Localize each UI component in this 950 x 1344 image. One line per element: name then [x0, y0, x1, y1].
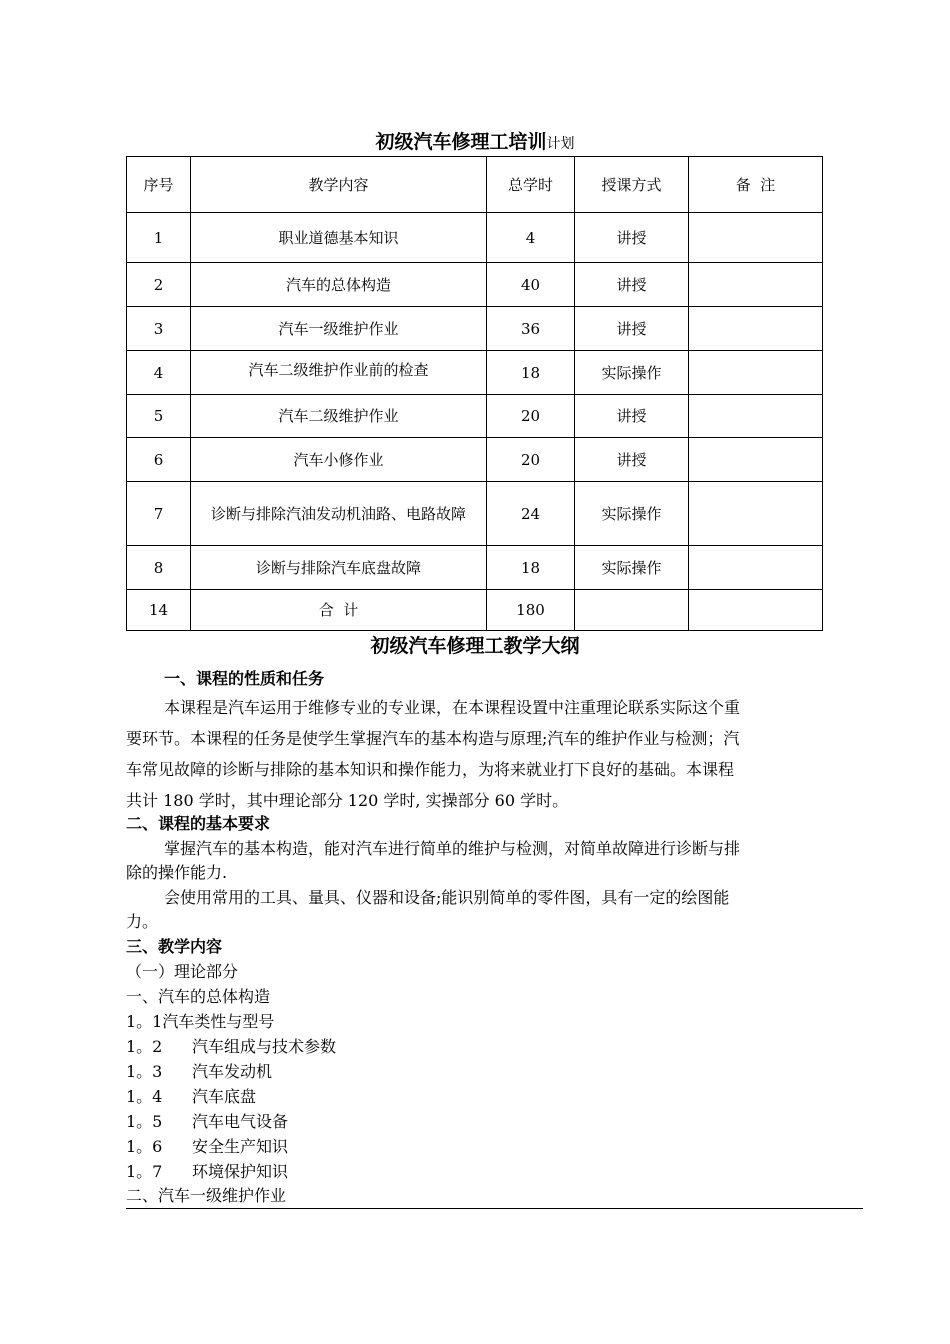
row-note	[689, 263, 823, 307]
row-note	[689, 351, 823, 395]
section-1-line: 车常见故障的诊断与排除的基本知识和操作能力，为将来就业打下良好的基础。本课程	[126, 760, 735, 779]
row-content: 汽车二级维护作业前的检查	[191, 351, 487, 395]
total-no: 14	[127, 590, 191, 631]
row-method: 讲授	[575, 438, 689, 482]
table-total-row	[127, 590, 823, 631]
row-method: 讲授	[575, 263, 689, 307]
row-hours: 18	[487, 351, 575, 395]
list-item	[126, 1009, 274, 1034]
chapter-1-title: 一、汽车的总体构造	[126, 987, 271, 1006]
row-content: 诊断与排除汽油发动机油路、电路故障	[191, 482, 487, 546]
outline-title: 初级汽车修理工教学大纲	[370, 635, 580, 657]
table-row	[127, 307, 823, 351]
training-plan-table	[126, 156, 823, 631]
table-row	[127, 546, 823, 590]
row-hours: 4	[487, 213, 575, 263]
row-content: 汽车二级维护作业	[191, 395, 487, 438]
table-row	[127, 351, 823, 395]
row-no: 8	[127, 546, 191, 590]
total-hours: 180	[487, 590, 575, 631]
item-number: 1。2	[126, 1037, 163, 1056]
row-no: 7	[127, 482, 191, 546]
item-number: 1。5	[126, 1112, 163, 1131]
row-method: 讲授	[575, 395, 689, 438]
row-no: 5	[127, 395, 191, 438]
section-2-line: 掌握汽车的基本构造，能对汽车进行简单的维护与检测，对简单故障进行诊断与排	[164, 839, 741, 858]
item-number: 1。6	[126, 1137, 163, 1156]
list-item	[126, 1109, 288, 1134]
row-content: 职业道德基本知识	[191, 213, 487, 263]
section-2-line: 会使用常用的工具、量具、仪器和设备;能识别简单的零件图，具有一定的绘图能	[164, 888, 730, 907]
item-text: 汽车组成与技术参数	[192, 1037, 337, 1056]
plan-title-main: 初级汽车修理工培训	[375, 131, 547, 153]
row-hours: 36	[487, 307, 575, 351]
item-number: 1。7	[126, 1162, 163, 1181]
table-row	[127, 213, 823, 263]
section-1-line: 本课程是汽车运用于维修专业的专业课，在本课程设置中注重理论联系实际这个重	[164, 698, 741, 717]
row-content: 汽车一级维护作业	[191, 307, 487, 351]
list-item	[126, 1159, 288, 1184]
row-content: 诊断与排除汽车底盘故障	[191, 546, 487, 590]
item-text: 汽车类性与型号	[162, 1012, 275, 1031]
row-hours: 18	[487, 546, 575, 590]
item-text: 安全生产知识	[192, 1137, 289, 1156]
plan-title	[0, 128, 950, 158]
table-row	[127, 438, 823, 482]
row-note	[689, 438, 823, 482]
total-note	[689, 590, 823, 631]
row-no: 4	[127, 351, 191, 395]
row-no: 1	[127, 213, 191, 263]
header-cell-content: 教学内容	[191, 157, 487, 213]
row-method: 讲授	[575, 307, 689, 351]
item-text: 环境保护知识	[192, 1162, 289, 1181]
header-cell-note: 备 注	[689, 157, 823, 213]
header-cell-method: 授课方式	[575, 157, 689, 213]
row-note	[689, 395, 823, 438]
item-number: 1。3	[126, 1062, 163, 1081]
item-number: 1。1	[126, 1012, 163, 1031]
row-hours: 24	[487, 482, 575, 546]
row-note	[689, 307, 823, 351]
row-hours: 20	[487, 395, 575, 438]
section-3-subheading: （一）理论部分	[126, 962, 239, 981]
section-2-line: 力。	[126, 912, 159, 931]
row-note	[689, 482, 823, 546]
section-1-line: 要环节。本课程的任务是使学生掌握汽车的基本构造与原理;汽车的维护作业与检测；汽	[126, 729, 740, 748]
chapter-2-title: 二、汽车一级维护作业	[126, 1186, 287, 1205]
list-item	[126, 1084, 256, 1109]
list-item	[126, 1134, 288, 1159]
table-row	[127, 395, 823, 438]
row-content: 汽车小修作业	[191, 438, 487, 482]
row-hours: 20	[487, 438, 575, 482]
row-no: 2	[127, 263, 191, 307]
total-method	[575, 590, 689, 631]
item-number: 1。4	[126, 1087, 163, 1106]
section-1-heading: 一、课程的性质和任务	[164, 669, 325, 688]
row-method: 实际操作	[575, 546, 689, 590]
row-no: 3	[127, 307, 191, 351]
page-bottom-rule	[126, 1208, 863, 1209]
item-text: 汽车底盘	[192, 1087, 257, 1106]
row-method: 实际操作	[575, 482, 689, 546]
row-note	[689, 213, 823, 263]
plan-title-suffix: 计划	[546, 136, 575, 152]
list-item	[126, 1034, 336, 1059]
total-label: 合 计	[191, 590, 487, 631]
header-cell-no: 序号	[127, 157, 191, 213]
section-2-line: 除的操作能力.	[126, 863, 228, 882]
list-item	[126, 1059, 272, 1084]
table-row	[127, 263, 823, 307]
row-hours: 40	[487, 263, 575, 307]
item-text: 汽车发动机	[192, 1062, 273, 1081]
section-2-heading: 二、课程的基本要求	[126, 814, 271, 833]
row-method: 讲授	[575, 213, 689, 263]
row-note	[689, 546, 823, 590]
table-row	[127, 482, 823, 546]
item-text: 汽车电气设备	[192, 1112, 289, 1131]
row-content: 汽车的总体构造	[191, 263, 487, 307]
table-header-row	[127, 157, 823, 213]
section-3-heading: 三、教学内容	[126, 937, 223, 956]
section-1-line: 共计 180 学时，其中理论部分 120 学时, 实操部分 60 学时。	[126, 791, 569, 810]
row-method: 实际操作	[575, 351, 689, 395]
row-no: 6	[127, 438, 191, 482]
header-cell-hours: 总学时	[487, 157, 575, 213]
